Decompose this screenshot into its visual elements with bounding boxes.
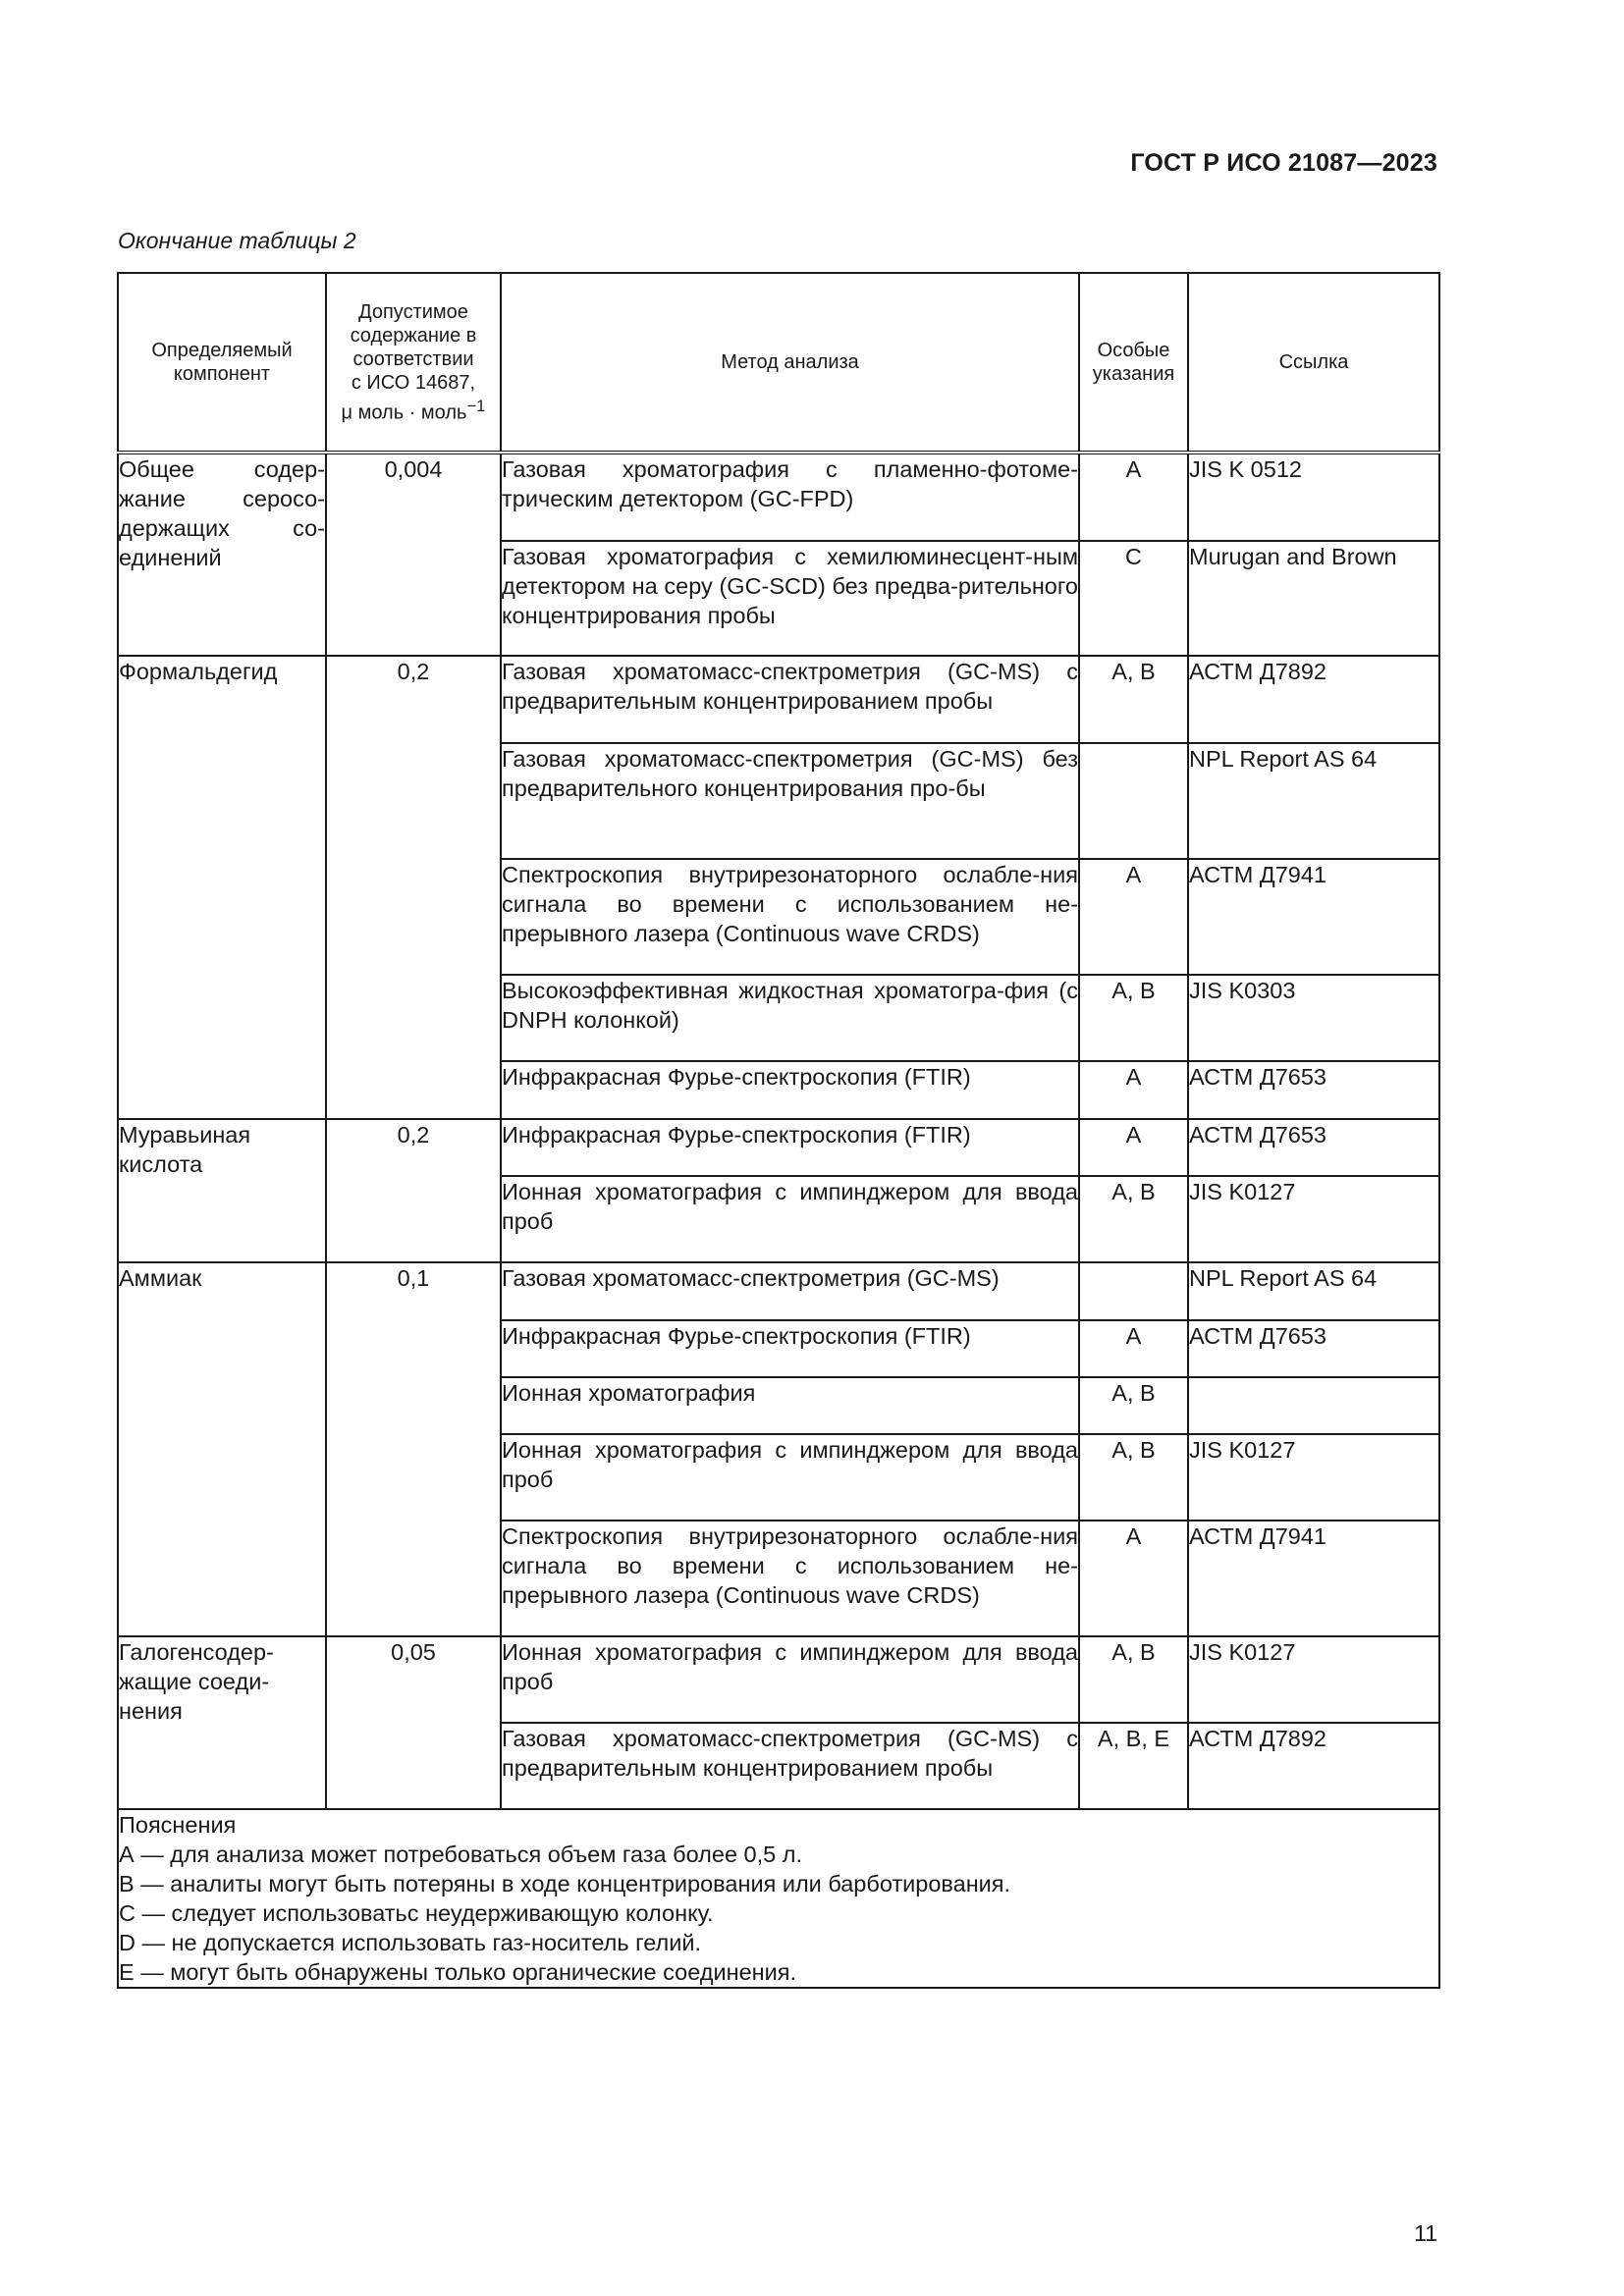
method-cell: Газовая хроматомасс-спектрометрия (GC-MS) с предварительным концентрированием пробы bbox=[501, 1723, 1079, 1809]
reference-cell: АСТМ Д7892 bbox=[1188, 656, 1439, 743]
notes-cell: А, В bbox=[1079, 1434, 1188, 1521]
reference-cell: JIS K0303 bbox=[1188, 975, 1439, 1061]
table-row bbox=[118, 656, 1439, 743]
value-cell: 0,1 bbox=[326, 1262, 501, 1636]
document-header: ГОСТ Р ИСО 21087—2023 bbox=[1130, 149, 1437, 177]
method-cell: Газовая хроматомасс-спектрометрия (GC-MS) с предварительным концентрированием пробы bbox=[501, 656, 1079, 743]
legend-item: В — аналиты могут быть потеряны в ходе концентрирования или барботирования. bbox=[119, 1871, 1011, 1896]
method-cell: Газовая хроматомасс-спектрометрия (GC-MS) bbox=[501, 1262, 1079, 1320]
notes-cell: А bbox=[1079, 1521, 1188, 1636]
notes-cell: А bbox=[1079, 859, 1188, 975]
notes-cell: А, В bbox=[1079, 1636, 1188, 1723]
method-cell: Инфракрасная Фурье-спектроскопия (FTIR) bbox=[501, 1119, 1079, 1176]
method-cell: Газовая хроматография с пламенно-фотоме-трическим детектором (GC-FPD) bbox=[501, 453, 1079, 541]
value-cell: 0,2 bbox=[326, 1119, 501, 1262]
method-cell: Высокоэффективная жидкостная хроматогра-фия (с DNPH колонкой) bbox=[501, 975, 1079, 1061]
method-cell: Спектроскопия внутрирезонаторного ослабле-ния сигнала во времени с использованием не-прерывного лазера (Continuous wave CRDS) bbox=[501, 859, 1079, 975]
page-number: 11 bbox=[1414, 2220, 1437, 2246]
method-cell: Газовая хроматография с хемилюминесцент-ным детектором на серу (GC-SCD) без предва-рительного концентрирования пробы bbox=[501, 541, 1079, 656]
reference-cell: JIS K0127 bbox=[1188, 1434, 1439, 1521]
reference-cell: АСТМ Д7653 bbox=[1188, 1119, 1439, 1176]
reference-cell: Murugan and Brown bbox=[1188, 541, 1439, 656]
reference-cell: JIS K0127 bbox=[1188, 1636, 1439, 1723]
table-caption: Окончание таблицы 2 bbox=[118, 228, 356, 253]
value-cell: 0,05 bbox=[326, 1636, 501, 1809]
component-cell: Муравьиная кислота bbox=[118, 1119, 326, 1262]
notes-cell bbox=[1079, 1262, 1188, 1320]
method-cell: Ионная хроматография с импинджером для ввода проб bbox=[501, 1176, 1079, 1262]
notes-cell: А, В bbox=[1079, 656, 1188, 743]
method-cell: Ионная хроматография bbox=[501, 1377, 1079, 1434]
table-row bbox=[118, 1262, 1439, 1320]
legend-item: Е — могут быть обнаружены только органические соединения. bbox=[119, 1959, 797, 1985]
reference-cell: JIS K 0512 bbox=[1188, 453, 1439, 541]
header-reference: Ссылка bbox=[1188, 273, 1439, 453]
legend-cell bbox=[118, 1809, 1439, 1988]
legend-item: А — для анализа может потребоваться объем газа более 0,5 л. bbox=[119, 1842, 802, 1867]
reference-cell: NPL Report AS 64 bbox=[1188, 1262, 1439, 1320]
methods-table bbox=[117, 272, 1440, 1989]
notes-cell: А, В bbox=[1079, 1377, 1188, 1434]
component-cell: Формальдегид bbox=[118, 656, 326, 1119]
table-header-row bbox=[118, 273, 1439, 453]
method-cell: Ионная хроматография с импинджером для ввода проб bbox=[501, 1434, 1079, 1521]
reference-cell: JIS K0127 bbox=[1188, 1176, 1439, 1262]
notes-cell: А bbox=[1079, 453, 1188, 541]
reference-cell: АСТМ Д7653 bbox=[1188, 1320, 1439, 1377]
notes-cell: А bbox=[1079, 1119, 1188, 1176]
method-cell: Газовая хроматомасс-спектрометрия (GC-MS) без предварительного концентрирования про-бы bbox=[501, 743, 1079, 859]
component-cell: Аммиак bbox=[118, 1262, 326, 1636]
value-cell: 0,2 bbox=[326, 656, 501, 1119]
component-cell: Галогенсодер-жащие соеди-нения bbox=[118, 1636, 326, 1809]
reference-cell bbox=[1188, 1377, 1439, 1434]
notes-cell: А, В bbox=[1079, 975, 1188, 1061]
reference-cell: NPL Report AS 64 bbox=[1188, 743, 1439, 859]
legend-item: D — не допускается использовать газ-носитель гелий. bbox=[119, 1930, 702, 1955]
notes-cell: А, В, Е bbox=[1079, 1723, 1188, 1809]
reference-cell: АСТМ Д7941 bbox=[1188, 1521, 1439, 1636]
notes-cell: А bbox=[1079, 1061, 1188, 1119]
reference-cell: АСТМ Д7653 bbox=[1188, 1061, 1439, 1119]
legend-item: С — следует использоватьс неудерживающую колонку. bbox=[119, 1900, 714, 1926]
reference-cell: АСТМ Д7941 bbox=[1188, 859, 1439, 975]
reference-cell: АСТМ Д7892 bbox=[1188, 1723, 1439, 1809]
notes-cell: А, В bbox=[1079, 1176, 1188, 1262]
method-cell: Инфракрасная Фурье-спектроскопия (FTIR) bbox=[501, 1061, 1079, 1119]
notes-cell: С bbox=[1079, 541, 1188, 656]
header-method: Метод анализа bbox=[501, 273, 1079, 453]
table-row bbox=[118, 1119, 1439, 1176]
legend-row bbox=[118, 1809, 1439, 1988]
notes-cell bbox=[1079, 743, 1188, 859]
header-notes: Особые указания bbox=[1079, 273, 1188, 453]
method-cell: Инфракрасная Фурье-спектроскопия (FTIR) bbox=[501, 1320, 1079, 1377]
legend-title: Пояснения bbox=[119, 1812, 237, 1838]
method-cell: Спектроскопия внутрирезонаторного ослабле-ния сигнала во времени с использованием не-прерывного лазера (Continuous wave CRDS) bbox=[501, 1521, 1079, 1636]
value-cell: 0,004 bbox=[326, 453, 501, 656]
table-row bbox=[118, 1636, 1439, 1723]
method-cell: Ионная хроматография с импинджером для ввода проб bbox=[501, 1636, 1079, 1723]
header-component: Определяемый компонент bbox=[118, 273, 326, 453]
header-permissible: Допустимое содержание в соответствии с ИСО 14687, μ моль · моль$^{-1}$ bbox=[326, 273, 501, 453]
component-cell: Общее содер-жание серосо-держащих со-единений bbox=[118, 453, 326, 656]
table-row bbox=[118, 453, 1439, 541]
notes-cell: А bbox=[1079, 1320, 1188, 1377]
